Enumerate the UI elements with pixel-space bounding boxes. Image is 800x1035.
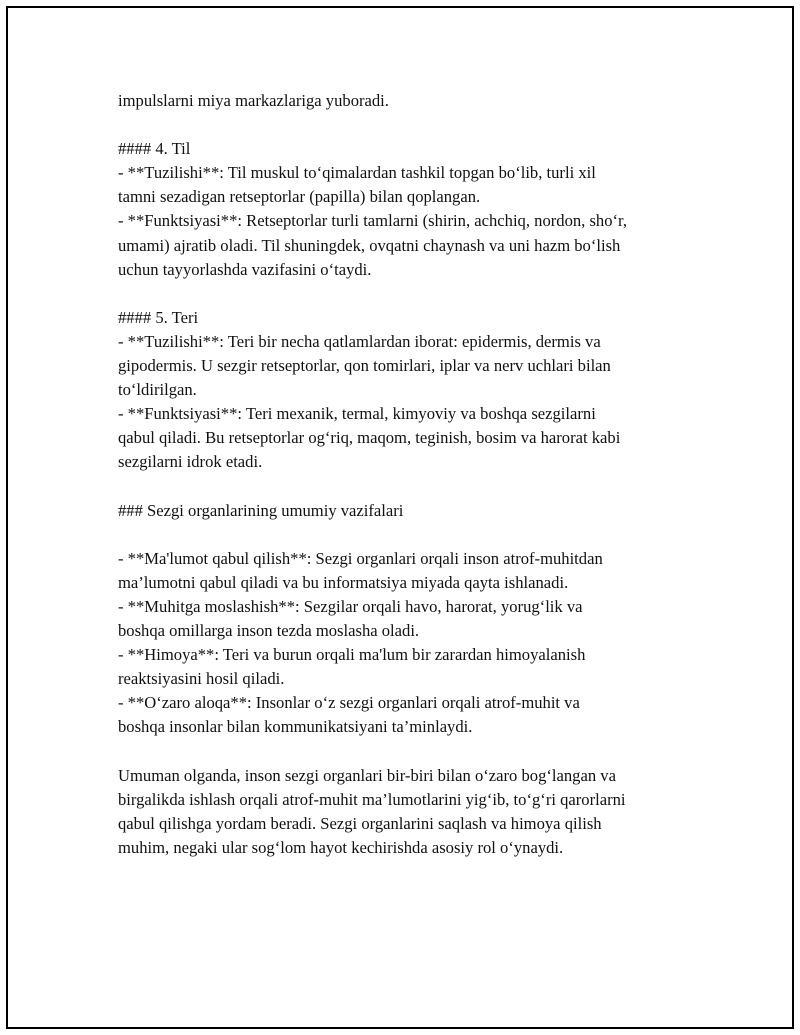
text-line: - **Funktsiyasi**: Retseptorlar turli tamlarni (shirin, achchiq, nordon, sho‘r, bbox=[118, 211, 628, 231]
text-line: reaktsiyasini hosil qiladi. bbox=[118, 669, 285, 689]
text-line: - **Muhitga moslashish**: Sezgilar orqali havo, harorat, yorug‘lik va bbox=[118, 596, 583, 616]
text-line: impulslarni miya markazlariga yuboradi. bbox=[118, 91, 389, 110]
blank-line bbox=[118, 282, 708, 306]
text-line: to‘ldirilgan. bbox=[118, 380, 197, 400]
text-line: - **Himoya**: Teri va burun orqali ma'lum bir zarardan himoyalanish bbox=[118, 645, 586, 665]
text-line: umami) ajratib oladi. Til shuningdek, ovqatni chaynash va uni hazm bo‘lish bbox=[118, 235, 621, 255]
text-line: - **O‘zaro aloqa**: Insonlar o‘z sezgi organlari orqali atrof-muhit va bbox=[118, 693, 580, 713]
text-line: - **Tuzilishi**: Til muskul to‘qimalardan tashkil topgan bo‘lib, turli xil bbox=[118, 163, 596, 183]
conclusion-line: Umuman olganda, inson sezgi organlari bir-biri bilan o‘zaro bog‘langan va bbox=[118, 765, 616, 785]
text-line: gipodermis. U sezgir retseptorlar, qon tomirlari, iplar va nerv uchlari bilan bbox=[118, 356, 611, 376]
blank-line bbox=[118, 740, 708, 764]
document-body bbox=[118, 89, 708, 860]
text-line: qabul qiladi. Bu retseptorlar og‘riq, maqom, teginish, bosim va harorat kabi bbox=[118, 428, 621, 448]
text-line: sezgilarni idrok etadi. bbox=[118, 452, 263, 472]
text-line: - **Tuzilishi**: Teri bir necha qatlamlardan iborat: epidermis, dermis va bbox=[118, 331, 601, 351]
text-line: ma’lumotni qabul qiladi va bu informatsiya miyada qayta ishlanadi. bbox=[118, 572, 569, 592]
section-heading-general-functions: ### Sezgi organlarining umumiy vazifalari bbox=[118, 500, 404, 520]
text-line: boshqa insonlar bilan kommunikatsiyani ta’minlaydi. bbox=[118, 717, 473, 737]
text-line: boshqa omillarga inson tezda moslasha oladi. bbox=[118, 621, 420, 641]
section-heading-teri: #### 5. Teri bbox=[118, 307, 199, 327]
text-line: - **Ma'lumot qabul qilish**: Sezgi organlari orqali inson atrof-muhitdan bbox=[118, 548, 603, 568]
blank-line bbox=[118, 113, 708, 137]
conclusion-line: muhim, negaki ular sog‘lom hayot kechirishda asosiy rol o‘ynaydi. bbox=[118, 837, 564, 857]
conclusion-line: birgalikda ishlash orqali atrof-muhit ma’lumotlarini yig‘ib, to‘g‘ri qarorlarni bbox=[118, 789, 626, 809]
text-line: tamni sezadigan retseptorlar (papilla) bilan qoplangan. bbox=[118, 187, 481, 207]
conclusion-line: qabul qilishga yordam beradi. Sezgi organlarini saqlash va himoya qilish bbox=[118, 813, 602, 833]
blank-line bbox=[118, 475, 708, 499]
text-line: - **Funktsiyasi**: Teri mexanik, termal, kimyoviy va boshqa sezgilarni bbox=[118, 404, 596, 424]
text-line: uchun tayyorlashda vazifasini o‘taydi. bbox=[118, 259, 372, 279]
blank-line bbox=[118, 523, 708, 547]
section-heading-til: #### 4. Til bbox=[118, 139, 191, 159]
